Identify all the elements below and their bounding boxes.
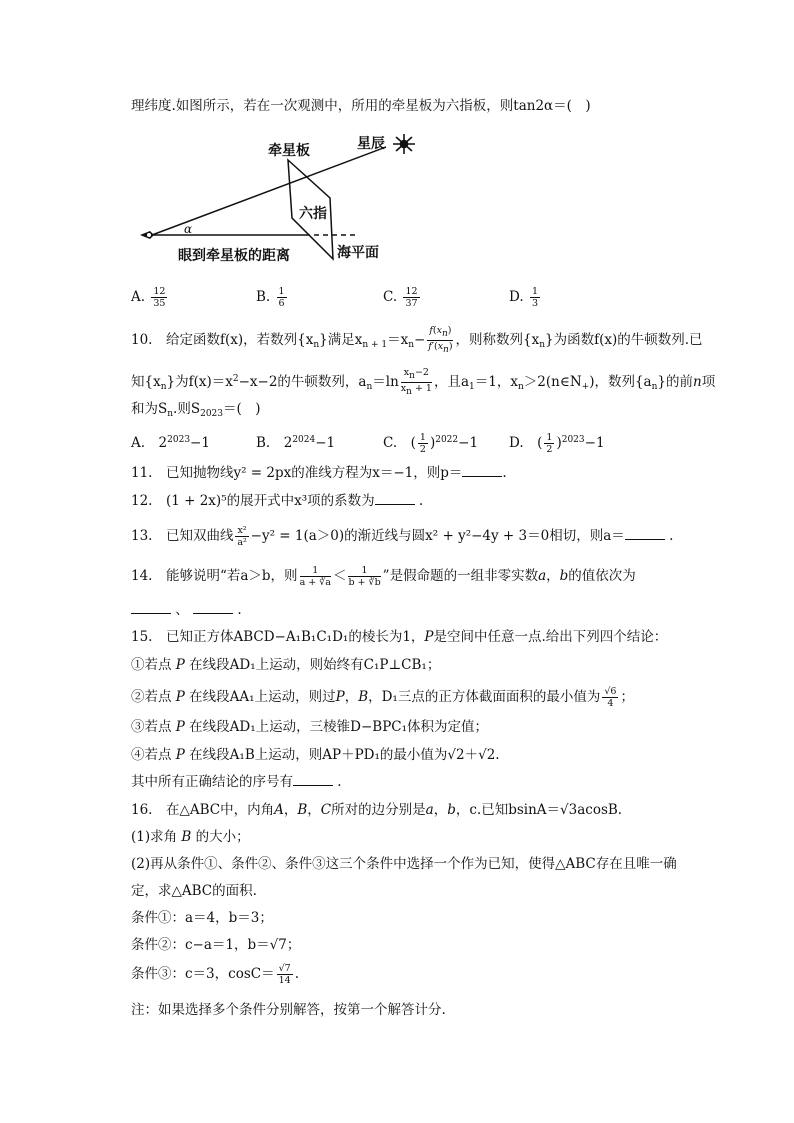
star-board-label: 牵星板 bbox=[268, 143, 310, 159]
q16-part-2-cont: 定，求△ABC的面积. bbox=[131, 883, 257, 899]
q14-blanks: 、 . bbox=[131, 600, 242, 620]
star-icon bbox=[393, 134, 415, 154]
q11: 11. 已知抛物线y² = 2px的准线方程为x＝−1，则p＝ . bbox=[131, 465, 507, 481]
q9-option-d: D. $\frac{1}{3}$ bbox=[509, 286, 538, 309]
q16-intro: 16. 在△ABC中，内角A，B，C所对的边分别是a，b，c.已知bsinA＝√3acosB. bbox=[131, 802, 623, 818]
q9-stem: 理纬度.如图所示，若在一次观测中，所用的牵星板为六指板，则tan2α＝( ) bbox=[131, 98, 591, 114]
q13-blank[interactable] bbox=[625, 527, 665, 540]
q13: 13. 已知双曲线 $\frac{\text{x²}}{\text{a²}}$ −y² = 1(a＞0)的渐近线与圆x² + y²−4y + 3＝0相切，则a＝ . bbox=[131, 525, 674, 548]
q10-option-d: D. ( $\frac{1}{2}$ )$^{2023}$−1 bbox=[509, 432, 605, 455]
q9-option-a: A. $\frac{12}{35}$ bbox=[131, 286, 166, 309]
q9-option-c: C. $\frac{12}{37}$ bbox=[383, 286, 418, 309]
q9-option-b: B. $\frac{1}{6}$ bbox=[256, 286, 285, 309]
q16-note: 注：如果选择多个条件分别解答，按第一个解答计分. bbox=[131, 1002, 446, 1018]
q10-option-c: C. ( $\frac{1}{2}$ )$^{2022}$−1 bbox=[383, 432, 479, 455]
q15-conclusion-4: ④若点 P 在线段A₁B上运动，则AP＋PD₁的最小值为√2＋√2. bbox=[131, 747, 500, 763]
q15-end: 其中所有正确结论的序号有 . bbox=[131, 774, 342, 790]
q10-line-2: 知$\{x_n\}$为$f(x)=x^2-x-2$的牛顿数列，$a_n=\ln$ $\frac{x_n-2}{x_n + 1}$ ，且$a_1=1$，$x_n>2(n\in N_+)$，数列$\{a_n\}$的前n项 bbox=[131, 367, 716, 397]
q12: 12. (1 + 2x)⁵的展开式中x³项的系数为 . bbox=[131, 493, 424, 509]
star-label: 星辰 bbox=[357, 136, 385, 152]
q15-blank[interactable] bbox=[293, 773, 333, 786]
q15-conclusion-2: ②若点 P 在线段AA₁上运动，则过P，B，D₁三点的正方体截面面积的最小值为 $\frac{√6}{4}$ ； bbox=[131, 686, 634, 709]
q11-blank[interactable] bbox=[462, 464, 502, 477]
q15-conclusion-1: ①若点 P 在线段AD₁上运动，则始终有C₁P⊥CB₁； bbox=[131, 657, 441, 673]
sea-level-label: 海平面 bbox=[337, 245, 379, 261]
q10-option-b: B. $2^{2024}-1$ bbox=[256, 435, 336, 451]
q14: 14. 能够说明“若a＞b，则 $\frac{1}{a + ∛a}$ ＜ $\frac{1}{b + ∛b}$ ”是假命题的一组非零实数a，b的值依次为 bbox=[131, 565, 636, 588]
eye-icon bbox=[140, 231, 154, 239]
alpha-label: α bbox=[184, 222, 193, 236]
q16-condition-1: 条件①：a＝4，b＝3； bbox=[131, 910, 273, 926]
six-fingers-label: 六指 bbox=[299, 206, 327, 222]
q15-intro: 15. 已知正方体ABCD−A₁B₁C₁D₁的棱长为1，P是空间中任意一点.给出下列四个结论： bbox=[131, 629, 668, 645]
q10-option-a: A. $2^{2023}-1$ bbox=[131, 435, 210, 451]
q16-part-1: (1)求角 B 的大小； bbox=[131, 829, 250, 845]
eye-distance-label: 眼到牵星板的距离 bbox=[178, 248, 290, 264]
q12-blank[interactable] bbox=[375, 492, 415, 505]
q14-blank-a[interactable] bbox=[131, 601, 171, 614]
q16-condition-3: 条件③：c＝3，cosC＝ $\frac{√7}{14}$ . bbox=[131, 963, 300, 986]
q14-blank-b[interactable] bbox=[193, 601, 233, 614]
q16-part-2: (2)再从条件①、条件②、条件③这三个条件中选择一个作为已知，使得△ABC存在且唯一确 bbox=[131, 856, 677, 872]
q10-line-3: 和为$S_n$.则$S_{2023}=$( ) bbox=[131, 401, 261, 419]
q10-line-1: 10. 给定函数f(x)，若数列$\{x_n\}$满足$x_{n + 1}=x_n-$ $\frac{f(x_n)}{f'(x_n)}$ ，则称数列$\{x_n\}$为函数f(x)的牛顿数列.已 bbox=[131, 325, 703, 355]
q15-conclusion-3: ③若点 P 在线段AD₁上运动，三棱锥D−BPC₁体积为定值； bbox=[131, 719, 489, 735]
q16-condition-2: 条件②：c−a＝1，b＝√7； bbox=[131, 937, 301, 953]
